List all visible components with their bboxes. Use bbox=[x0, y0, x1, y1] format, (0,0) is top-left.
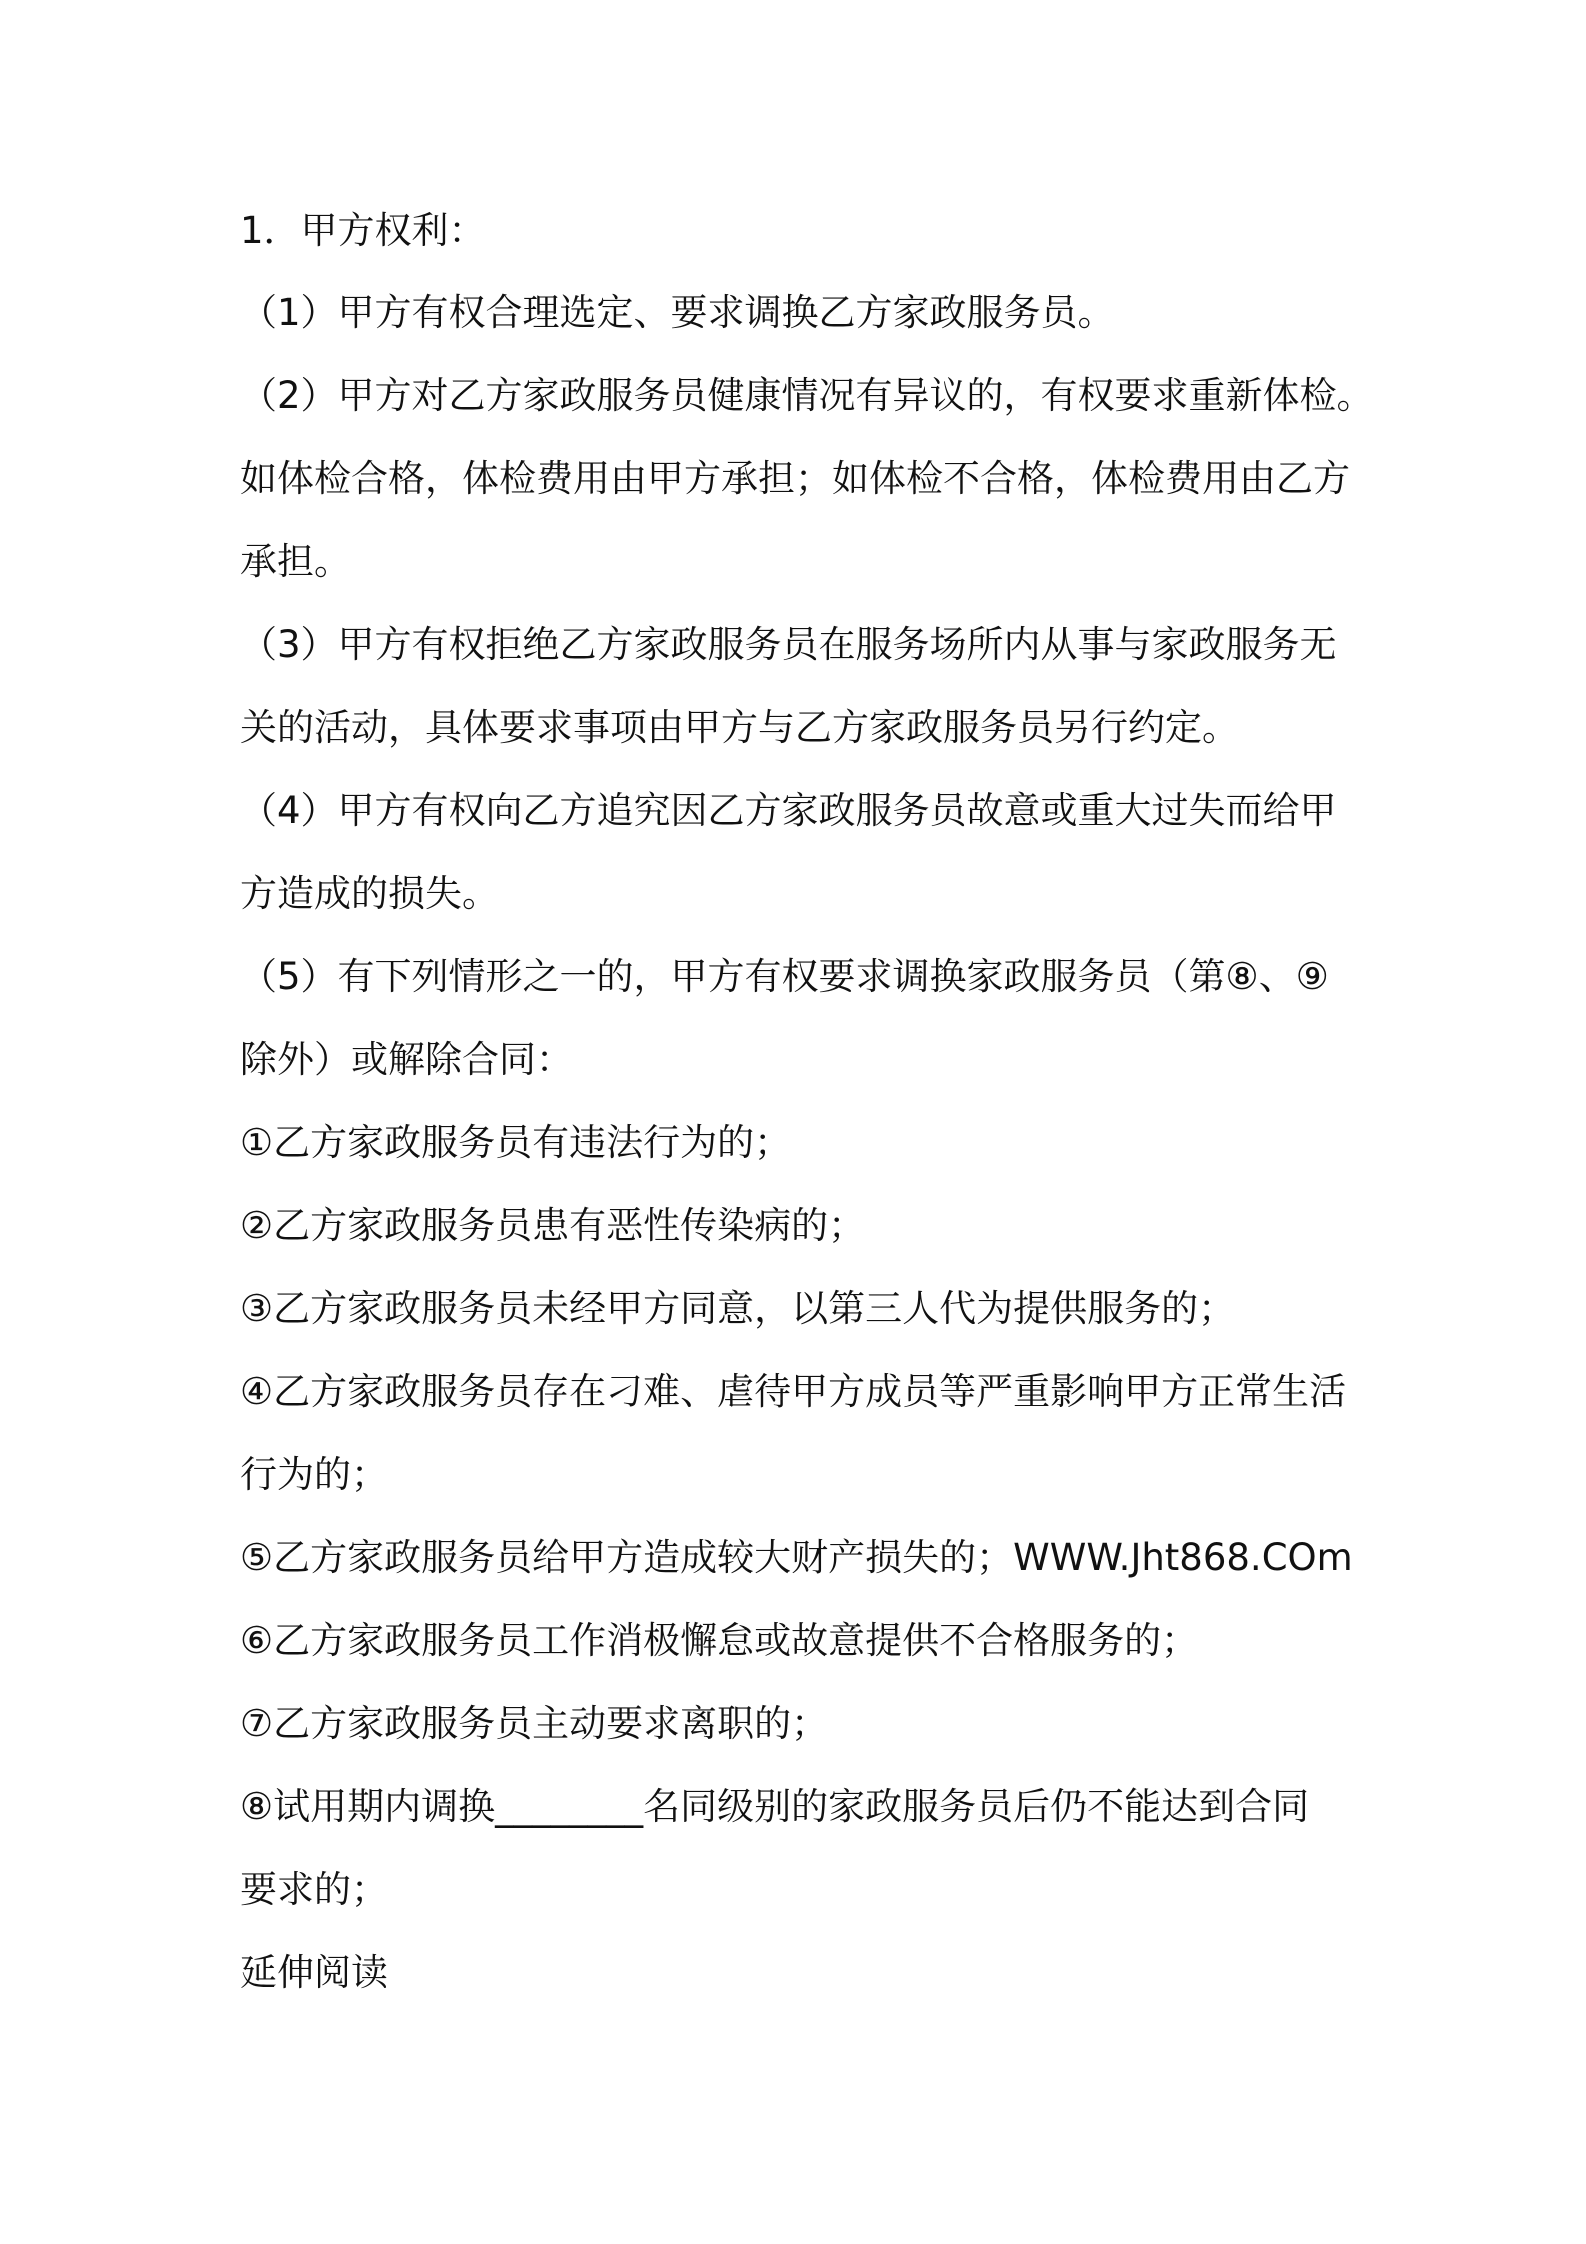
list-item: ④乙方家政服务员存在刁难、虐待甲方成员等严重影响甲方正常生活 bbox=[240, 1370, 1347, 1413]
list-item: ①乙方家政服务员有违法行为的； bbox=[240, 1121, 792, 1164]
paragraph-line: （4）甲方有权向乙方追究因乙方家政服务员故意或重大过失而给甲 bbox=[240, 789, 1337, 832]
list-item: 行为的； bbox=[240, 1453, 388, 1496]
list-item: ⑧试用期内调换________名同级别的家政服务员后仍不能达到合同 bbox=[240, 1785, 1310, 1828]
list-item: ②乙方家政服务员患有恶性传染病的； bbox=[240, 1204, 866, 1247]
paragraph-line: （1）甲方有权合理选定、要求调换乙方家政服务员。 bbox=[240, 291, 1115, 334]
section-heading: 1．甲方权利： bbox=[240, 209, 486, 252]
paragraph-line: （3）甲方有权拒绝乙方家政服务员在服务场所内从事与家政服务无 bbox=[240, 623, 1337, 666]
paragraph-line: （2）甲方对乙方家政服务员健康情况有异议的，有权要求重新体检。 bbox=[240, 374, 1374, 417]
extended-reading-label: 延伸阅读 bbox=[240, 1951, 388, 1994]
paragraph-line: 关的活动，具体要求事项由甲方与乙方家政服务员另行约定。 bbox=[240, 706, 1239, 749]
list-item: ⑦乙方家政服务员主动要求离职的； bbox=[240, 1702, 829, 1745]
list-item: ③乙方家政服务员未经甲方同意，以第三人代为提供服务的； bbox=[240, 1287, 1236, 1330]
paragraph-line: 承担。 bbox=[240, 540, 351, 583]
paragraph-line: 除外）或解除合同： bbox=[240, 1038, 573, 1081]
list-item: ⑥乙方家政服务员工作消极懈怠或故意提供不合格服务的； bbox=[240, 1619, 1199, 1662]
paragraph-line: （5）有下列情形之一的，甲方有权要求调换家政服务员（第⑧、⑨ bbox=[240, 955, 1329, 998]
list-item: 要求的； bbox=[240, 1868, 388, 1911]
list-item: ⑤乙方家政服务员给甲方造成较大财产损失的；WWW.Jht868.COm bbox=[240, 1536, 1353, 1579]
paragraph-line: 方造成的损失。 bbox=[240, 872, 499, 915]
paragraph-line: 如体检合格，体检费用由甲方承担；如体检不合格，体检费用由乙方 bbox=[240, 457, 1350, 500]
